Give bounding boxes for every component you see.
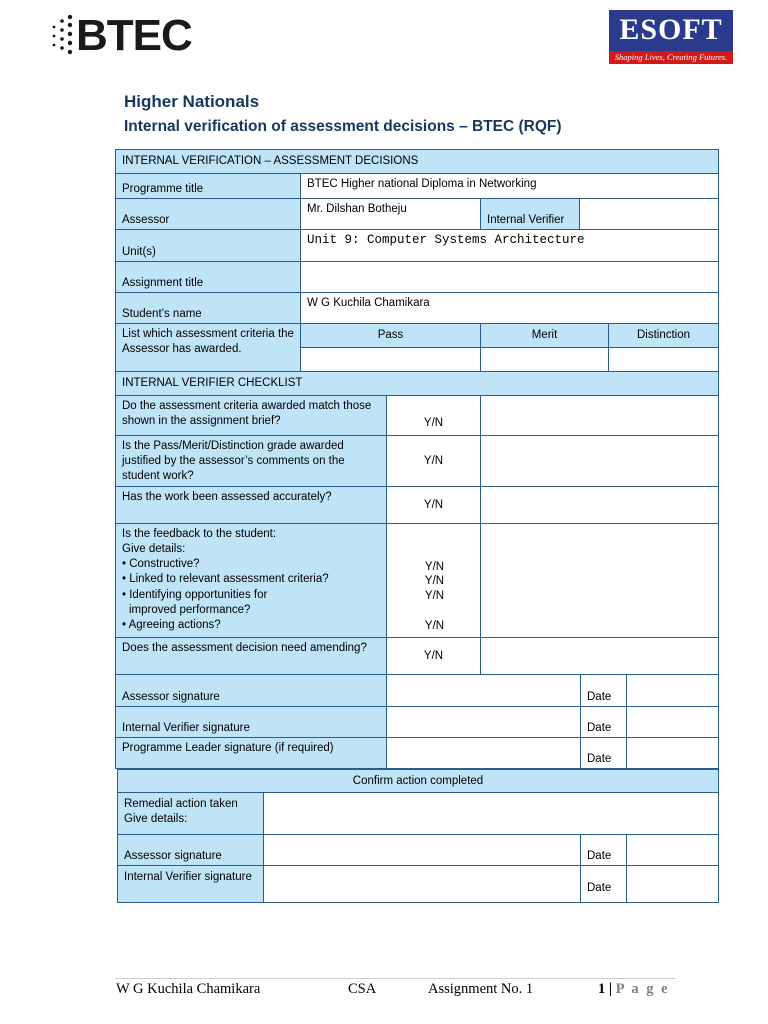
iv-signature-label: Internal Verifier signature — [115, 706, 387, 738]
pl-signature-label: Programme Leader signature (if required) — [115, 737, 387, 769]
grade-header-merit: Merit — [480, 323, 609, 348]
remedial-action-title: Remedial action taken — [124, 798, 238, 810]
esoft-logo-text: ESOFT — [619, 13, 723, 46]
confirm-iv-signature-field[interactable] — [263, 865, 581, 903]
checklist-q4-item-constructive: • Constructive? — [122, 558, 200, 570]
checklist-q4-yn-opportunities[interactable]: Y/N — [424, 590, 445, 602]
internal-verifier-label: Internal Verifier — [480, 198, 580, 230]
checklist-q4-yn-agreeing[interactable]: Y/N — [424, 620, 445, 632]
checklist-q2-yn[interactable]: Y/N — [386, 435, 481, 487]
confirm-assessor-date-label: Date — [580, 834, 627, 866]
iv-date-label: Date — [580, 706, 627, 738]
checklist-q4-item-agreeing: • Agreeing actions? — [122, 619, 221, 631]
criteria-label: List which assessment criteria the Assessor has awarded. — [115, 323, 301, 372]
checklist-q1-comment[interactable] — [480, 395, 719, 436]
checklist-q3-yn[interactable]: Y/N — [386, 486, 481, 524]
footer-page-number: 1 — [598, 981, 606, 997]
grade-header-pass: Pass — [300, 323, 481, 348]
btec-logo-text: BTEC — [76, 11, 192, 60]
assessor-label: Assessor — [115, 198, 301, 230]
checklist-q5-yn[interactable]: Y/N — [386, 637, 481, 675]
pl-date-field[interactable] — [626, 737, 719, 769]
footer-assignment: Assignment No. 1 — [428, 981, 534, 997]
checklist-q1: Do the assessment criteria awarded match those shown in the assignment brief? — [115, 395, 387, 436]
distinction-criteria-field[interactable] — [608, 347, 719, 372]
footer-page-word: P a g e — [615, 981, 670, 997]
checklist-q4-item-improved: improved performance? — [129, 604, 251, 616]
section-header-decisions: INTERNAL VERIFICATION – ASSESSMENT DECISIONS — [115, 149, 719, 174]
checklist-q3: Has the work been assessed accurately? — [115, 486, 387, 524]
footer-student-name: W G Kuchila Chamikara — [116, 981, 261, 997]
remedial-action-details: Give details: — [124, 813, 188, 825]
footer-divider — [115, 978, 676, 979]
programme-title-label: Programme title — [115, 173, 301, 199]
checklist-q3-comment[interactable] — [480, 486, 719, 524]
programme-title-field[interactable]: BTEC Higher national Diploma in Networking — [300, 173, 719, 199]
iv-signature-field[interactable] — [386, 706, 581, 738]
remedial-action-label — [117, 792, 264, 835]
footer-module: CSA — [348, 981, 377, 997]
checklist-q4-details: Give details: — [122, 543, 186, 555]
checklist-q2: Is the Pass/Merit/Distinction grade awarded justified by the assessor’s comments on the student work? — [115, 435, 387, 487]
checklist-q4-yn-linked[interactable]: Y/N — [424, 575, 445, 587]
btec-logo — [48, 10, 208, 62]
confirm-iv-date-field[interactable] — [626, 865, 719, 903]
assessor-date-label: Date — [580, 674, 627, 707]
checklist-q4 — [115, 523, 387, 638]
assignment-title-label: Assignment title — [115, 261, 301, 293]
footer-page-separator: | — [608, 981, 613, 997]
checklist-q4-item-opportunities: • Identifying opportunities for — [122, 589, 268, 601]
confirm-assessor-signature-label: Assessor signature — [117, 834, 264, 866]
units-label: Unit(s) — [115, 229, 301, 262]
assessor-date-field[interactable] — [626, 674, 719, 707]
checklist-q5: Does the assessment decision need amending? — [115, 637, 387, 675]
checklist-q1-yn[interactable]: Y/N — [386, 395, 481, 436]
confirm-iv-signature-label: Internal Verifier signature — [117, 865, 264, 903]
section-header-checklist: INTERNAL VERIFIER CHECKLIST — [115, 371, 719, 396]
assignment-title-field[interactable] — [300, 261, 719, 293]
section-header-confirm: Confirm action completed — [117, 769, 719, 793]
assessor-signature-field[interactable] — [386, 674, 581, 707]
confirm-assessor-date-field[interactable] — [626, 834, 719, 866]
checklist-q4-item-linked: • Linked to relevant assessment criteria? — [122, 573, 329, 585]
checklist-q4-intro: Is the feedback to the student: — [122, 528, 277, 540]
checklist-q4-yn-cell[interactable] — [386, 523, 481, 638]
checklist-q2-comment[interactable] — [480, 435, 719, 487]
esoft-logo — [609, 10, 733, 64]
checklist-q5-comment[interactable] — [480, 637, 719, 675]
assessor-signature-label: Assessor signature — [115, 674, 387, 707]
checklist-q4-yn-constructive[interactable]: Y/N — [424, 561, 445, 573]
document-subtitle: Internal verification of assessment decisions – BTEC (RQF) — [124, 118, 562, 135]
pl-signature-field[interactable] — [386, 737, 581, 769]
units-field[interactable]: Unit 9: Computer Systems Architecture — [300, 229, 719, 262]
footer-page — [598, 981, 670, 998]
pl-date-label: Date — [580, 737, 627, 769]
grade-header-distinction: Distinction — [608, 323, 719, 348]
esoft-tagline: Shaping Lives, Creating Futures. — [609, 51, 733, 64]
pass-criteria-field[interactable] — [300, 347, 481, 372]
confirm-iv-date-label: Date — [580, 865, 627, 903]
assessor-field[interactable]: Mr. Dilshan Botheju — [300, 198, 481, 230]
internal-verifier-field[interactable] — [579, 198, 719, 230]
remedial-action-field[interactable] — [263, 792, 719, 835]
student-name-field[interactable]: W G Kuchila Chamikara — [300, 292, 719, 324]
student-name-label: Student’s name — [115, 292, 301, 324]
checklist-q4-comment[interactable] — [480, 523, 719, 638]
document-title: Higher Nationals — [124, 92, 260, 111]
merit-criteria-field[interactable] — [480, 347, 609, 372]
iv-date-field[interactable] — [626, 706, 719, 738]
btec-dots-icon — [48, 13, 76, 57]
confirm-assessor-signature-field[interactable] — [263, 834, 581, 866]
